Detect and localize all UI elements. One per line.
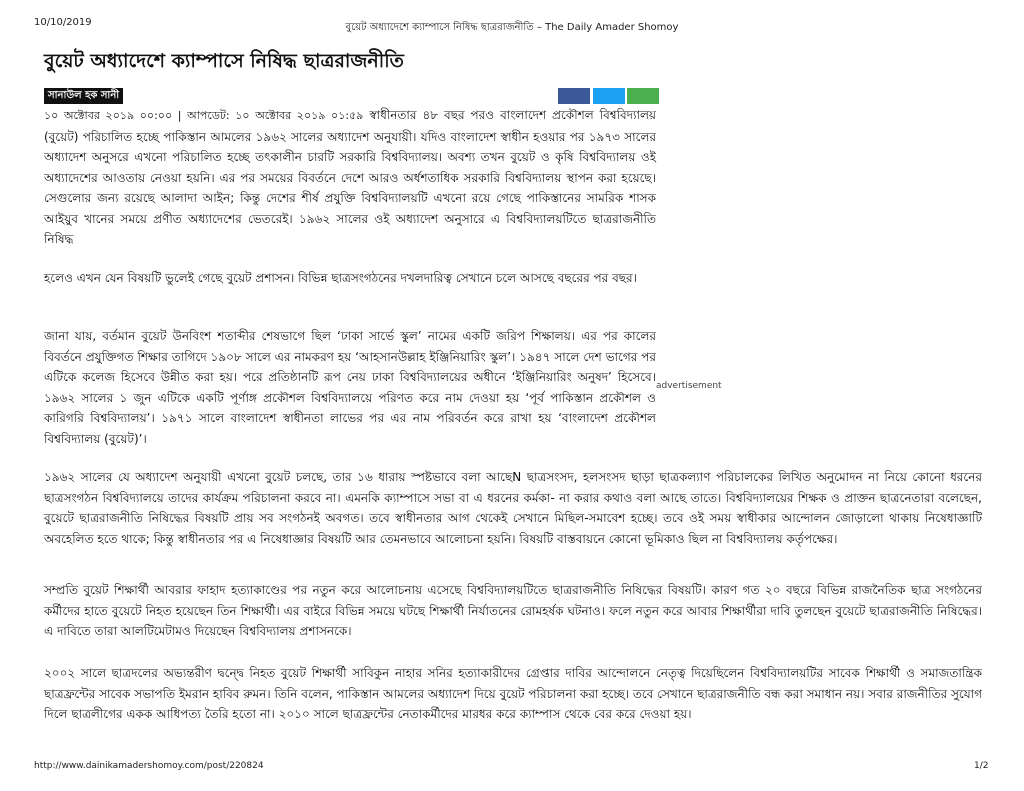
- paragraph-text: জানা যায়, বর্তমান বুয়েট উনবিংশ শতাব্দীর শেষভাগে ছিল ‘ঢাকা সার্ভে স্কুল’ নামের একটি জরিপ শিক্ষালয়। এর পর কালের বিবর্তনে প্রযুক্তিগত শিক্ষার তাগিদে ১৯০৮ সালে এর নামকরণ হয় ‘আহসানউল্লাহ ইঞ্জিনিয়ারিং স্কুল’। ১৯৪৭ সালে দেশ ভাগের পর এটিকে কলেজ হিসেবে উন্নীত করা হয়। পরে প্রতিষ্ঠানটি রূপ নেয় ঢাকা বিশ্ববিদ্যালয়ের অধীনে ‘ইঞ্জিনিয়ারিং অনুষদ’ হিসেবে। ১৯৬২ সালের ১ জুন এটিকে একটি পূর্ণাঙ্গ প্রকৌশল বিশ্ববিদ্যালয়ে পরিণত করে নাম দেওয়া হয় ‘পূর্ব পাকিস্তান প্রকৌশল ও কারিগরি বিশ্ববিদ্যালয়’। ১৯৭১ সালে বাংলাদেশ স্বাধীনতা লাভের পর এর নাম পরিবর্তন করে রাখা হয় ‘বাংলাদেশ প্রকৌশল বিশ্ববিদ্যালয় (বুয়েট)’।: [44, 329, 656, 446]
- paragraph-text: ২০০২ সালে ছাত্রদলের অভ্যন্তরীণ দ্বন্দ্বে নিহত বুয়েট শিক্ষার্থী সাবিকুন নাহার সনির হত্যাকারীদের গ্রেপ্তার দাবির আন্দোলনে নেতৃত্ব দিয়েছিলেন বিশ্ববিদ্যালয়টির সাবেক শিক্ষার্থী ও সমাজতান্ত্রিক ছাত্রফ্রন্টের সাবেক সভাপতি ইমরান হাবিব রুমন। তিনি বলেন, পাকিস্তান আমলের অধ্যাদেশ দিয়ে বুয়েট পরিচালনা করা হচ্ছে। তবে সেখানে ছাত্ররাজনীতি বন্ধ করা সমাধান নয়। সবার রাজনীতির সুযোগ দিলে ছাত্রলীগের একক আধিপত্য তৈরি হতো না। ২০১০ সালে ছাত্রফ্রন্টের নেতাকর্মীদের মারধর করে ক্যাম্পাস থেকে বের করে দেওয়া হয়।: [44, 666, 982, 721]
- print-footer-url[interactable]: http://www.dainikamadershomoy.com/post/220824: [34, 761, 264, 771]
- author-name[interactable]: সানাউল হক সানী: [44, 88, 123, 104]
- twitter-share-button[interactable]: [593, 88, 625, 104]
- paragraph-text: ১৯৬২ সালের যে অধ্যাদেশ অনুযায়ী এখনো বুয়েট চলছে, তার ১৬ ধারায় স্পষ্টভাবে বলা আছেN ছাত্রসংসদ, হলসংসদ ছাড়া ছাত্রকল্যাণ পরিচালকের লিখিত অনুমোদন না নিয়ে কোনো ধরনের ছাত্রসংগঠন বিশ্ববিদ্যালয়ে তাদের কার্যক্রম পরিচালনা করবে না। এমনকি ক্যাম্পাসে সভা বা এ ধরনের কর্মকা- না করার কথাও বলা আছে তাতে। বিশ্ববিদ্যালয়ের শিক্ষক ও প্রাক্তন ছাত্রনেতারা বলেছেন, বুয়েটে ছাত্ররাজনীতি নিষিদ্ধের বিষয়টি প্রায় সব সংগঠনই অবগত। তবে স্বাধীনতার আগ থেকেই সেখানে মিছিল-সমাবেশ হচ্ছে। তবে ওই সময় স্বাধীকার আন্দোলন জোড়ালো থাকায় নিষেধাজ্ঞাটি অবহেলিত হতে থাকে; কিন্তু স্বাধীনতার পর এ নিষেধাজ্ঞার বিষয়টি আর তেমনভাবে আলোচনা হয়নি। বিষয়টি বাস্তবায়নে কোনো ভূমিকাও ছিল না বিশ্ববিদ্যালয় কর্তৃপক্ষের।: [44, 470, 982, 546]
- article-headline: বুয়েট অধ্যাদেশে ক্যাম্পাসে নিষিদ্ধ ছাত্ররাজনীতি: [44, 50, 404, 72]
- facebook-share-button[interactable]: [558, 88, 590, 104]
- print-page-title: বুয়েট অধ্যাদেশে ক্যাম্পাসে নিষিদ্ধ ছাত্ররাজনীতি – The Daily Amader Shomoy: [345, 22, 679, 33]
- whatsapp-share-button[interactable]: [627, 88, 659, 104]
- article-paragraph-6: [44, 663, 982, 725]
- article-paragraph-4: [44, 467, 982, 549]
- article-paragraph-3: [44, 326, 656, 449]
- advertisement-label: advertisement: [656, 381, 722, 391]
- byline-row: [44, 86, 656, 106]
- print-page-number: 1/2: [974, 761, 989, 771]
- paragraph-text: হলেও এখন যেন বিষয়টি ভুলেই গেছে বুয়েট প্রশাসন। বিভিন্ন ছাত্রসংগঠনের দখলদারিত্ব সেখানে চলে আসছে বছরের পর বছর।: [44, 271, 637, 285]
- article-paragraph-5: [44, 580, 982, 642]
- paragraph-text: স্বাধীনতার ৪৮ বছর পরও বাংলাদেশ প্রকৌশল বিশ্ববিদ্যালয় (বুয়েট) পরিচালিত হচ্ছে পাকিস্তান আমলের ১৯৬২ সালের অধ্যাদেশ অনুযায়ী। যদিও বাংলাদেশ স্বাধীন হওয়ার পর ১৯৭৩ সালের অধ্যাদেশ অনুসরে এখনো পরিচালিত হচ্ছে তৎকালীন চারটি সরকারি বিশ্ববিদ্যালয়। অবশ্য তখন বুয়েট ও কৃষি বিশ্ববিদ্যালয় ওই অধ্যাদেশের আওতায় নেওয়া হয়নি। এর পর সময়ের বিবর্তনে দেশে আরও অর্ধশতাধিক সরকারি বিশ্ববিদ্যালয় স্থাপন করা হয়েছে। সেগুলোর জন্য রয়েছে আলাদা আইন; কিন্তু দেশের শীর্ষ প্রযুক্তি বিশ্ববিদ্যালয়টি এখনো রয়ে গেছে পাকিস্তানের সামরিক শাসক আইয়ুব খানের সময়ে প্রণীত অধ্যাদেশের ভেতরেই। ১৯৬২ সালের ওই অধ্যাদেশ অনুসারে এ বিশ্ববিদ্যালয়টিতে ছাত্ররাজনীতি নিষিদ্ধ: [44, 108, 656, 246]
- paragraph-text: সম্প্রতি বুয়েট শিক্ষার্থী আবরার ফাহাদ হত্যাকাণ্ডের পর নতুন করে আলোচনায় এসেছে বিশ্ববিদ্যালয়টিতে ছাত্ররাজনীতি নিষিদ্ধের বিষয়টি। কারণ গত ২০ বছরে বিভিন্ন রাজনৈতিক ছাত্র সংগঠনের কর্মীদের হাতে বুয়েটে নিহত হয়েছেন তিন শিক্ষার্থী। এর বাইরে বিভিন্ন সময়ে ঘটছে শিক্ষার্থী নির্যাতনের রোমহর্ষক ঘটনাও। ফলে নতুন করে আবার শিক্ষার্থীরা দাবি তুলছেন বুয়েটে ছাত্ররাজনীতি নিষিদ্ধের। এ দাবিতে তারা আলটিমেটামও দিয়েছেন বিশ্ববিদ্যালয় প্রশাসনকে।: [44, 583, 982, 638]
- publish-meta: ১০ অক্টোবর ২০১৯ ০০:০০ | আপডেট: ১০ অক্টোবর ২০১৯ ০১:৫৯: [44, 109, 364, 122]
- print-date: 10/10/2019: [34, 17, 92, 28]
- article-paragraph-2: [44, 268, 656, 289]
- article-paragraph-1: [44, 105, 656, 250]
